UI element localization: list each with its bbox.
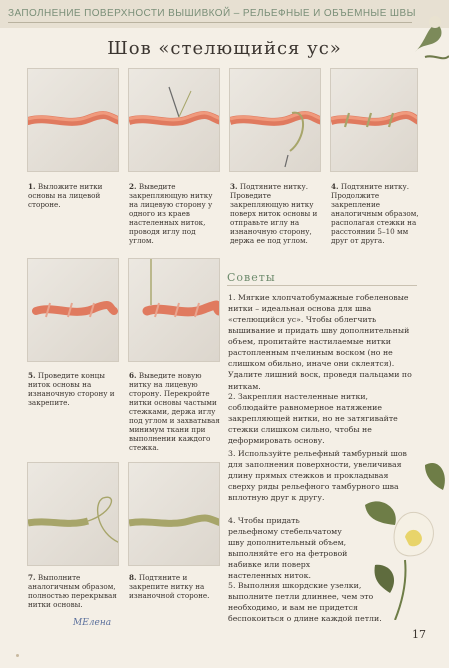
tip-2: 2. Закрепляя настеленные нитки, соблюдайте равномерное натяжение закрепляющей нитки, но не затягивайте стежки слишком сильно, чтобы не деформировать основу. xyxy=(228,392,398,446)
tip-3: 3. Используйте рельефный тамбурный шов для заполнения поверхности, увеличивая длину прямых стежков и прокладывая сверху ряды рельефного тамбурного шва вплотную друг к другу. xyxy=(228,449,407,503)
page-title: Шов «стелющийся ус» xyxy=(107,38,342,59)
flower-decoration-top xyxy=(405,12,449,72)
step-caption-4: 4. Подтяните нитку. Продолжите закрепление аналогичным образом, располагая стежки на расстоянии 5–10 мм друг от друга. xyxy=(331,182,419,245)
thread-illustration xyxy=(129,69,220,172)
thread-illustration xyxy=(28,69,119,172)
step-photo-4 xyxy=(330,68,418,172)
step-caption-6: 6. Выведите новую нитку на лицевую сторону. Перекройте нитки основы частыми стежками, держа иглу под углом и захватывая минимум ткани при выполнении каждого стежка. xyxy=(129,371,220,452)
header-rule xyxy=(8,22,412,23)
step-photo-8 xyxy=(128,462,220,566)
step-caption-7: 7. Выполните аналогичным образом, полностью перекрывая нитки основы. xyxy=(28,573,117,609)
corner-dot xyxy=(16,654,19,657)
page-number: 17 xyxy=(412,628,426,641)
tips-rule xyxy=(227,285,417,286)
thread-illustration xyxy=(28,259,119,362)
tip-4: 4. Чтобы придать рельефному стебельчатому шву дополнительный объем, выполняйте его на фетровой набивке или поверх настеленных ниток. xyxy=(228,516,348,581)
step-photo-6 xyxy=(128,258,220,362)
tip-1: 1. Мягкие хлопчатобумажные гобеленовые нитки – идеальная основа для шва «стелющийся ус». Чтобы облегчить вышивание и придать шву дополнительный объем, пропитайте настилаемые нитки растопленным пчелиным воском (но не слишком обильно, иначе они склеятся). Удалите лишний воск, проведя пальцами по ниткам. xyxy=(228,293,412,391)
tips-title: Советы xyxy=(227,271,276,284)
author-signature: MEлена xyxy=(73,618,112,628)
section-header: ЗАПОЛНЕНИЕ ПОВЕРХНОСТИ ВЫШИВКОЙ – РЕЛЬЕФНЫЕ И ОБЪЕМНЫЕ ШВЫ xyxy=(8,8,416,19)
step-photo-3 xyxy=(229,68,321,172)
step-caption-1: 1. Выложите нитки основы на лицевой стороне. xyxy=(28,182,103,209)
thread-illustration xyxy=(129,259,220,362)
step-photo-1 xyxy=(27,68,119,172)
flower-decoration-rose xyxy=(345,445,449,620)
thread-illustration xyxy=(28,463,119,566)
thread-illustration xyxy=(230,69,321,172)
step-caption-8: 8. Подтяните и закрепите нитку на изнаночной стороне. xyxy=(129,573,210,600)
step-photo-7 xyxy=(27,462,119,566)
thread-illustration xyxy=(129,463,220,566)
step-caption-3: 3. Подтяните нитку. Проведите закрепляющую нитку поверх ниток основы и отправьте иглу на изнаночную сторону, держа ее под углом. xyxy=(230,182,318,245)
step-caption-2: 2. Выведите закрепляющую нитку на лицевую сторону у одного из краев настеленных ниток, проводя иглу под углом. xyxy=(129,182,213,245)
step-caption-5: 5. Проведите концы ниток основы на изнаночную сторону и закрепите. xyxy=(28,371,115,407)
step-photo-5 xyxy=(27,258,119,362)
step-photo-2 xyxy=(128,68,220,172)
thread-illustration xyxy=(331,69,418,172)
tip-5: 5. Выполняя шкордские узелки, выполните петли длиннее, чем это необходимо, и вам не придется беспокоиться о длине каждой петли. xyxy=(228,581,382,624)
